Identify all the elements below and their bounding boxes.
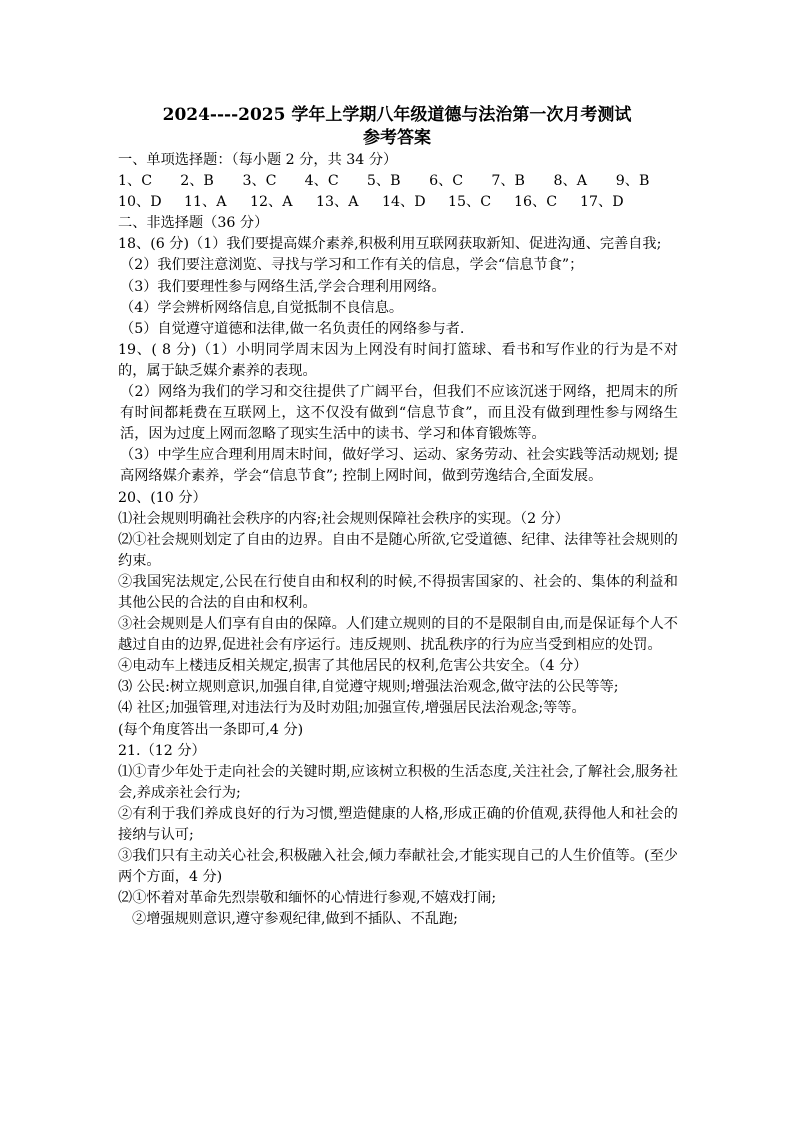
answer-item: 7、B — [491, 173, 525, 190]
answer-item: 5、B — [366, 173, 401, 190]
answer-item: 10、D — [118, 194, 162, 211]
document-title: 2024----2025 学年上学期八年级道德与法治第一次月考测试 — [162, 105, 632, 125]
document-subtitle: 参考答案 — [363, 128, 431, 148]
answer-item: 1、C — [118, 173, 153, 190]
q21-part1: ⑴①青少年处于走向社会的关键时期,应该树立积极的生活态度,关注社会,了解社会,服务社会,养成亲社会行为; — [118, 763, 678, 801]
q18-part2: （2）我们要注意浏览、寻找与学习和工作有关的信息，学会“信息节食”； — [120, 257, 584, 274]
q21-part5: ②增强规则意识,遵守参观纪律,做到不插队、不乱跑; — [132, 911, 458, 928]
q18-part4: （4）学会辨析网络信息,自觉抵制不良信息。 — [120, 299, 404, 316]
answer-item: 11、A — [184, 194, 227, 211]
section2-heading: 二、非选择题（36 分） — [118, 215, 269, 232]
q20-part8: (每个角度答出一条即可,4 分) — [118, 721, 304, 738]
answers-row-1 — [118, 171, 678, 192]
q20-part2: ⑵①社会规则划定了自由的边界。自由不是随心所欲,它受道德、纪律、法律等社会规则的约束。 — [118, 531, 678, 569]
q20-part6: ⑶ 公民:树立规则意识,加强自律,自觉遵守规则;增强法治观念,做守法的公民等等; — [118, 679, 619, 696]
q21-part4: ⑵①怀着对革命先烈崇敬和缅怀的心情进行参观,不嬉戏打闹; — [118, 890, 497, 907]
q18-part1: 18、(6 分)（1）我们要提高媒介素养,积极利用互联网获取新知、促进沟通、完善自我; — [118, 236, 662, 253]
q20-part5: ④电动车上楼违反相关规定,损害了其他居民的权利,危害公共安全。（4 分） — [118, 658, 588, 675]
q20-part3: ②我国宪法规定,公民在行使自由和权利的时候,不得损害国家的、社会的、集体的利益和其他公民的合法的自由和权利。 — [118, 573, 678, 611]
answer-item: 6、C — [429, 173, 464, 190]
answer-item: 3、C — [242, 173, 277, 190]
answer-item: 16、C — [514, 194, 558, 211]
q20-heading: 20、(10 分） — [118, 489, 207, 506]
answer-item: 12、A — [250, 194, 293, 211]
answer-item: 15、C — [448, 194, 492, 211]
answer-item: 17、D — [580, 194, 624, 211]
q20-part7: ⑷ 社区;加强管理,对违法行为及时劝阻;加强宣传,增强居民法治观念;等等。 — [118, 700, 586, 717]
q19-part2: （2）网络为我们的学习和交往提供了广阔平台，但我们不应该沉迷于网络，把周末的所有时间都耗费在互联网上，这不仅没有做到“信息节食”，而且没有做到理性参与网络生活，因为过度上网而忽略了现实生活中的读书、学习和体育锻炼等。 — [120, 384, 678, 443]
q21-part2: ②有利于我们养成良好的行为习惯,塑造健康的人格,形成正确的价值观,获得他人和社会的接纳与认可; — [118, 805, 678, 843]
q19-part3: （3）中学生应合理利用周末时间，做好学习、运动、家务劳动、社会实践等活动规划; 提高网络媒介素养，学会“信息节食”; 控制上网时间，做到劳逸结合,全面发展。 — [120, 447, 678, 485]
section1-heading: 一、单项选择题：（每小题 2 分，共 34 分） — [118, 152, 398, 168]
q18-part5: （5）自觉遵守道德和法律,做一名负责任的网络参与者. — [120, 320, 465, 337]
answer-item: 13、A — [316, 194, 359, 211]
answer-item: 14、D — [382, 194, 426, 211]
answer-content — [118, 150, 678, 930]
q18-part3: （3）我们要理性参与网络生活,学会合理利用网络。 — [120, 278, 446, 295]
answer-item: 8、A — [553, 173, 587, 190]
q21-heading: 21.（12 分） — [118, 742, 206, 759]
q19-part1: 19、( 8 分)（1）小明同学周末因为上网没有时间打篮球、看书和写作业的行为是不对的，属于缺乏媒介素养的表现。 — [118, 341, 678, 379]
answer-item: 4、C — [304, 173, 339, 190]
answers-row-2 — [118, 192, 678, 213]
answer-item: 9、B — [615, 173, 650, 190]
q20-part4: ③社会规则是人们享有自由的保障。人们建立规则的目的不是限制自由,而是保证每个人不越过自由的边界,促进社会有序运行。违反规则、扰乱秩序的行为应当受到相应的处罚。 — [118, 616, 678, 654]
answer-item: 2、B — [180, 173, 214, 190]
q21-part3: ③我们只有主动关心社会,积极融入社会,倾力奉献社会,才能实现自己的人生价值等。(至少两个方面，4 分) — [118, 848, 678, 886]
q20-part1: ⑴社会规则明确社会秩序的内容;社会规则保障社会秩序的实现。（2 分） — [118, 510, 570, 527]
